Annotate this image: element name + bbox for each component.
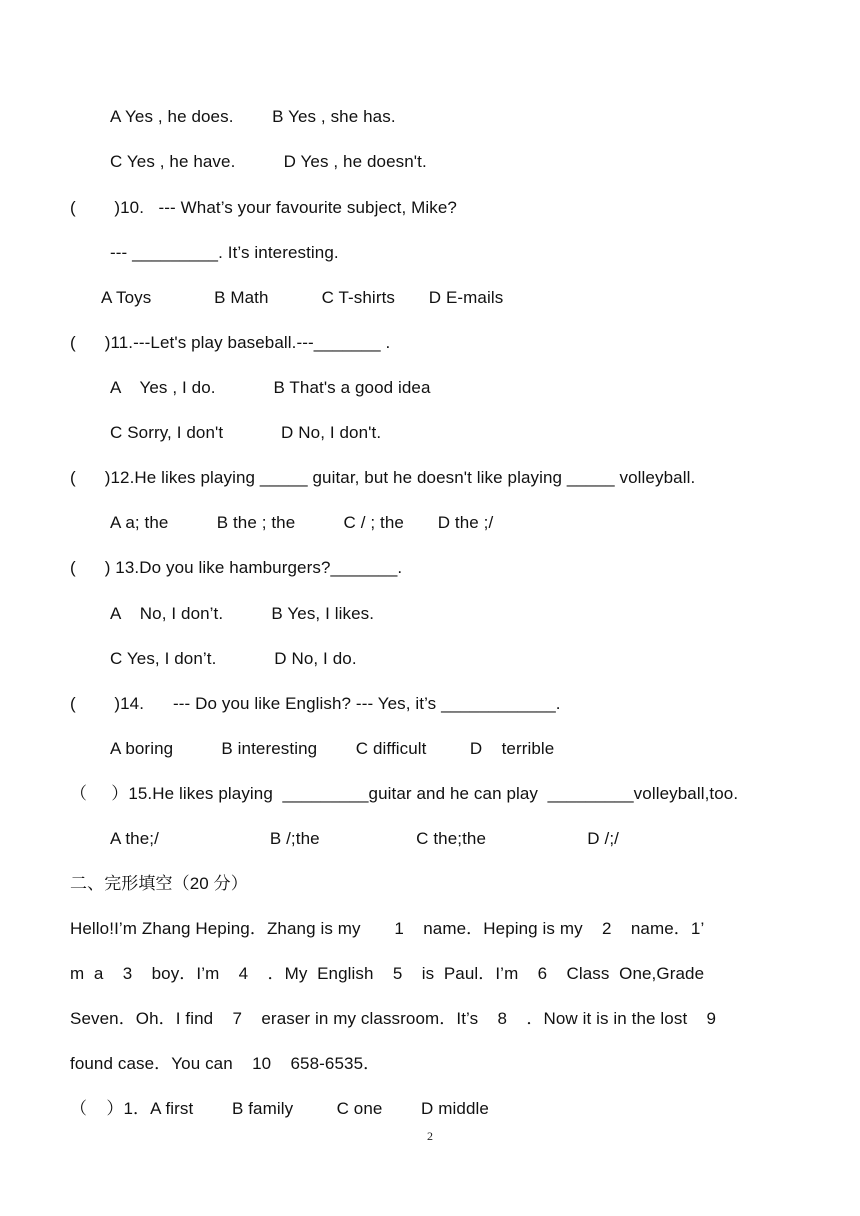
section-heading-cloze: 二、完形填空（20 分） xyxy=(70,874,248,893)
q9-options-ab: A Yes , he does. B Yes , she has. xyxy=(110,107,396,126)
cloze-passage-line-4: found case．You can 10 658-6535． xyxy=(70,1054,381,1073)
q11-options-cd: C Sorry, I don't D No, I don't. xyxy=(110,423,382,442)
cloze-passage-line-3: Seven．Oh．I find 7 eraser in my classroom．It’s 8 ．Now it is in the lost 9 xyxy=(70,1009,717,1028)
cloze-passage-line-1: Hello!I’m Zhang Heping．Zhang is my 1 name．Heping is my 2 name．1’ xyxy=(70,919,705,938)
question-10-answer: --- _________. It’s interesting. xyxy=(110,243,339,262)
q9-options-cd: C Yes , he have. D Yes , he doesn't. xyxy=(110,152,427,171)
q13-options-cd: C Yes, I don’t. D No, I do. xyxy=(110,649,357,668)
q10-options: A Toys B Math C T-shirts D E-mails xyxy=(101,288,504,307)
q12-options: A a; the B the ; the C / ; the D the ;/ xyxy=(110,513,494,532)
cloze-passage-line-2: m a 3 boy．I’m 4 ．My English 5 is Paul．I’m 6 Class One,Grade xyxy=(70,964,705,983)
q13-options-ab: A No, I don’t. B Yes, I likes. xyxy=(110,604,375,623)
q14-options: A boring B interesting C difficult D terrible xyxy=(110,739,555,758)
cloze-question-1: （ ）1．A first B family C one D middle xyxy=(70,1099,489,1118)
question-14: ( )14. --- Do you like English? --- Yes, it’s ____________. xyxy=(70,694,561,713)
q11-options-ab: A Yes , I do. B That's a good idea xyxy=(110,378,431,397)
question-10: ( )10. --- What’s your favourite subject, Mike? xyxy=(70,198,457,217)
q15-options: A the;/ B /;the C the;the D /;/ xyxy=(110,829,619,848)
question-15: （ ）15.He likes playing _________guitar and he can play _________volleyball,too. xyxy=(70,784,739,803)
page-number: 2 xyxy=(427,1129,433,1143)
question-12: ( )12.He likes playing _____ guitar, but he doesn't like playing _____ volleyball. xyxy=(70,468,696,487)
question-13: ( ) 13.Do you like hamburgers?_______. xyxy=(70,558,403,577)
question-11: ( )11.---Let's play baseball.---_______ . xyxy=(70,333,391,352)
